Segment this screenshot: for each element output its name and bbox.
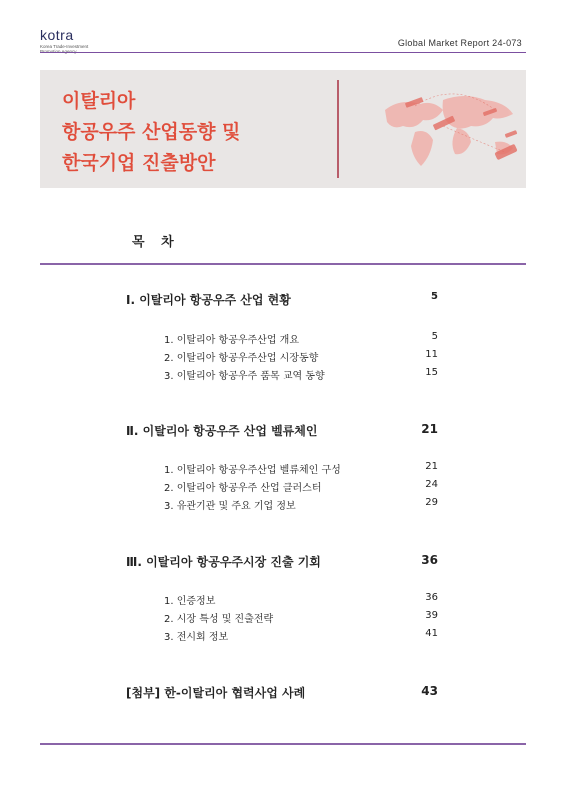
- toc-section-title: Ⅲ. 이탈리아 항공우주시장 진출 기회: [126, 555, 321, 569]
- toc-item-page: 36: [425, 592, 438, 603]
- report-title: [62, 86, 240, 179]
- toc-section-page: 21: [421, 422, 438, 436]
- toc-item-page: 29: [425, 497, 438, 508]
- toc-section-title: Ⅰ. 이탈리아 항공우주 산업 현황: [126, 293, 291, 307]
- toc-item-title: 3. 유관기관 및 주요 기업 정보: [164, 501, 296, 512]
- toc-section-page: 43: [421, 684, 438, 698]
- toc-item-title: 1. 이탈리아 항공우주산업 벨류체인 구성: [164, 465, 341, 476]
- toc-item-title: 1. 인증정보: [164, 596, 216, 607]
- toc-item-title: 2. 이탈리아 항공우주 산업 클러스터: [164, 483, 322, 494]
- toc-section-3[interactable]: [0, 553, 566, 571]
- toc-heading: 목 차: [132, 235, 180, 250]
- kotra-logo: [40, 28, 100, 54]
- toc-item-page: 21: [425, 461, 438, 472]
- toc-item-page: 5: [431, 331, 438, 342]
- toc-section-page: 5: [431, 291, 438, 302]
- toc-section-title: [첨부] 한-이탈리아 협력사업 사례: [126, 686, 306, 700]
- toc-item-page: 41: [425, 628, 438, 639]
- toc-item-title: 2. 시장 특성 및 진출전략: [164, 614, 274, 625]
- toc-item[interactable]: [0, 349, 566, 367]
- toc-item-page: 39: [425, 610, 438, 621]
- toc-item-page: 15: [425, 367, 438, 378]
- toc-section-1[interactable]: [0, 291, 566, 309]
- toc-item-page: 24: [425, 479, 438, 490]
- toc-item[interactable]: [0, 461, 566, 479]
- toc-bottom-rule: [40, 743, 526, 745]
- toc-item-page: 11: [425, 349, 438, 360]
- toc-item-title: 3. 전시회 정보: [164, 632, 229, 643]
- title-line-3: 한국기업 진출방안: [62, 152, 216, 174]
- toc-top-rule: [40, 263, 526, 265]
- toc-item[interactable]: [0, 331, 566, 349]
- toc-item[interactable]: [0, 628, 566, 646]
- banner-divider: [337, 80, 339, 178]
- toc-section-2[interactable]: [0, 422, 566, 440]
- title-line-1: 이탈리아: [62, 90, 136, 112]
- logo-subtitle: Korea Trade-Investment: [40, 44, 89, 49]
- toc-item[interactable]: [0, 367, 566, 385]
- toc-item-title: 2. 이탈리아 항공우주산업 시장동향: [164, 353, 319, 364]
- toc-section-page: 36: [421, 553, 438, 567]
- header-rule: [40, 52, 526, 53]
- world-map-illustration: [345, 70, 526, 188]
- toc-item[interactable]: [0, 592, 566, 610]
- toc-item[interactable]: [0, 479, 566, 497]
- logo-wordmark: kotra: [40, 27, 74, 43]
- toc-item[interactable]: [0, 610, 566, 628]
- report-id: Global Market Report 24-073: [397, 38, 522, 48]
- toc-item-title: 3. 이탈리아 항공우주 품목 교역 동향: [164, 371, 325, 382]
- title-banner: [40, 70, 526, 188]
- toc-appendix[interactable]: [0, 684, 566, 702]
- toc-item[interactable]: [0, 497, 566, 515]
- title-line-2: 항공우주 산업동향 및: [62, 121, 241, 143]
- toc-item-title: 1. 이탈리아 항공우주산업 개요: [164, 335, 299, 346]
- toc-section-title: Ⅱ. 이탈리아 항공우주 산업 벨류체인: [126, 424, 318, 438]
